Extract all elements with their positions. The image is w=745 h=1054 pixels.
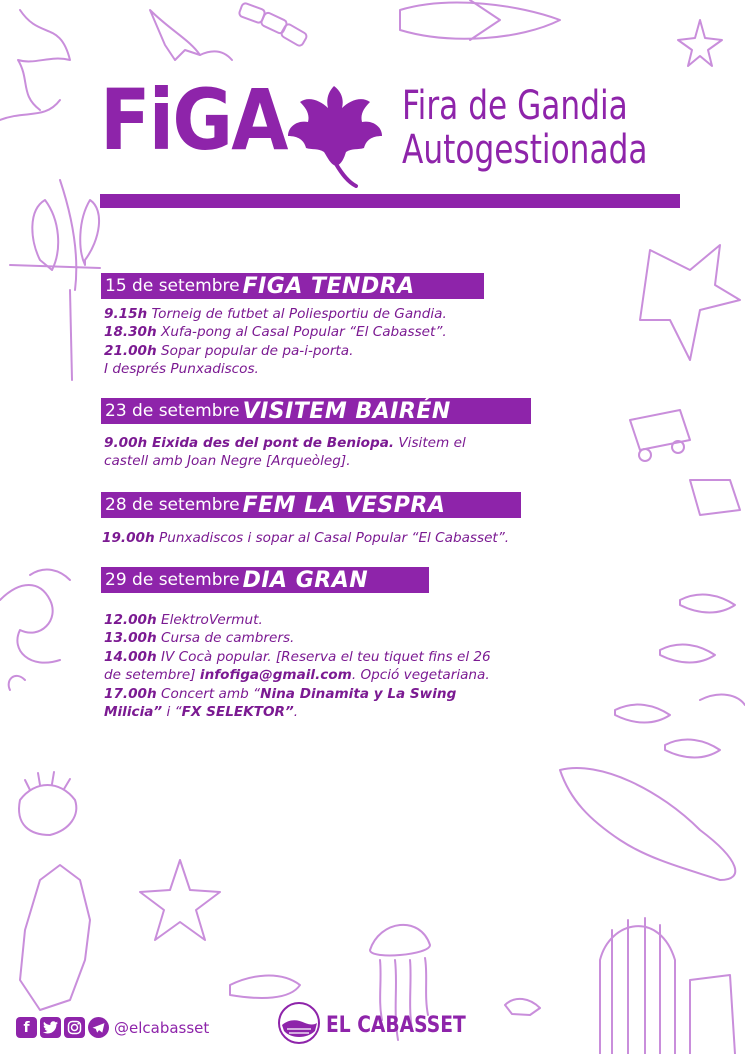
subtitle [402,84,648,172]
event-date: 23 de setembre [105,401,240,421]
subtitle-line-1: Fira de Gandia [402,83,628,129]
event-line: castell amb Joan Negre [Arqueòleg]. [104,453,351,470]
event-line: Milicia” i “FX SELEKTOR”. [104,704,299,721]
instagram-icon[interactable] [64,1017,85,1038]
twitter-icon[interactable] [40,1017,61,1038]
event-title: DIA GRAN [242,567,369,593]
event-title: VISITEM BAIRÉN [242,398,451,424]
social-links [16,1017,209,1038]
event-details-4 [104,611,491,721]
fig-leaf-icon [282,78,386,188]
event-line: de setembre] infofiga@gmail.com. Opció vegetariana. [104,667,490,684]
event-line: 21.00h Sopar popular de pa-i-porta. [104,342,354,359]
event-details-2 [104,434,466,471]
event-details-1 [104,305,447,379]
event-line: 9.00h Eixida des del pont de Beniopa. Visitem el [104,435,466,451]
el-cabasset-brand: EL CABASSET [326,1013,466,1038]
el-cabasset-logo-icon [277,1001,321,1045]
event-title: FEM LA VESPRA [242,492,446,518]
event-date: 29 de setembre [105,570,240,590]
event-band-3 [101,492,521,518]
event-band-2 [101,398,531,424]
subtitle-line-2: Autogestionada [402,127,648,173]
telegram-icon[interactable] [88,1017,109,1038]
figa-logo: FiGA [100,71,287,169]
event-title: FIGA TENDRA [242,273,415,299]
event-line: 18.30h Xufa-pong al Casal Popular “El Cabasset”. [104,324,447,341]
email-link: infofiga@gmail.com [199,667,352,684]
event-date: 28 de setembre [105,495,240,515]
header-divider-bar [100,194,680,208]
event-date: 15 de setembre [105,276,240,296]
event-line: I després Punxadiscos. [104,361,259,378]
event-line: 13.00h Cursa de cambrers. [104,630,295,647]
event-line: 19.00h Punxadiscos i sopar al Casal Popular “El Cabasset”. [102,530,510,546]
social-handle[interactable]: @elcabasset [114,1018,210,1037]
event-line: 12.00h ElektroVermut. [104,612,263,628]
event-line: 14.00h IV Cocà popular. [Reserva el teu tiquet fins el 26 [104,648,491,665]
event-band-4 [101,567,429,593]
event-band-1 [101,273,484,299]
event-line: 17.00h Concert amb “Nina Dinamita y La Swing [104,685,457,702]
facebook-icon[interactable]: f [16,1017,37,1038]
event-line: 9.15h Torneig de futbet al Poliesportiu de Gandia. [104,306,447,322]
event-details-3 [102,529,509,547]
